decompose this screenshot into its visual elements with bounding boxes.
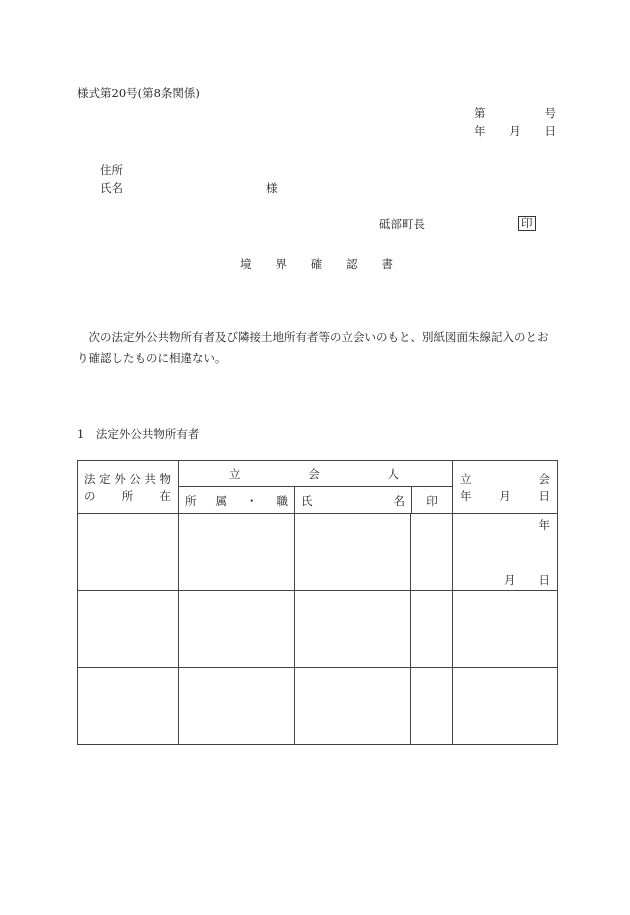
seal-cell[interactable]	[411, 591, 453, 668]
header-char: 共	[144, 472, 156, 486]
name-header	[295, 487, 412, 513]
table-row	[78, 591, 558, 668]
location-header-line1	[84, 471, 171, 487]
table-row	[78, 514, 558, 591]
number-prefix: 第	[474, 106, 486, 120]
header-char: 氏	[301, 494, 313, 508]
date-cell[interactable]	[453, 668, 558, 745]
location-cell[interactable]	[78, 514, 179, 591]
witness-header	[179, 461, 452, 487]
title-char: 界	[275, 257, 287, 271]
number-suffix: 号	[544, 106, 556, 120]
seal-cell[interactable]	[411, 514, 453, 591]
name-label: 氏名	[100, 181, 123, 195]
header-char: 月	[499, 489, 511, 503]
form-number: 様式第20号(第8条関係)	[77, 86, 200, 100]
table-row	[78, 668, 558, 745]
header-char: ・	[246, 494, 258, 508]
header-char: 会	[308, 467, 320, 481]
address-label: 住所	[100, 163, 123, 177]
date-cell-day: 日	[538, 573, 550, 587]
date-day: 日	[544, 124, 556, 138]
date-header	[453, 461, 558, 514]
seal-cell[interactable]	[411, 668, 453, 745]
affiliation-header	[179, 487, 295, 513]
header-char: 所	[121, 489, 134, 503]
issuer-seal: 印	[518, 216, 536, 231]
header-char: 会	[538, 472, 550, 486]
seal-header	[412, 487, 452, 513]
date-header-line2	[460, 488, 550, 504]
issue-date-line	[474, 123, 556, 139]
location-header-line2	[84, 488, 171, 504]
header-char: 定	[99, 472, 111, 486]
date-month: 月	[509, 124, 521, 138]
table-header-row	[78, 461, 558, 514]
location-cell[interactable]	[78, 668, 179, 745]
name-header-text	[301, 493, 405, 509]
witness-subheaders	[179, 487, 452, 513]
header-char: 立	[460, 472, 472, 486]
header-char: 外	[114, 472, 126, 486]
header-char: 人	[387, 467, 399, 481]
date-header-line1	[460, 471, 550, 487]
header-char: の	[84, 489, 96, 503]
header-char: 法	[84, 472, 96, 486]
date-cell[interactable]	[453, 591, 558, 668]
header-char: 在	[159, 489, 171, 503]
date-cell-month-day	[504, 572, 550, 588]
seal-header-text: 印	[426, 494, 438, 508]
header-char: 名	[393, 494, 405, 508]
section-heading: 1 法定外公共物所有者	[77, 427, 200, 441]
owner-table	[77, 460, 558, 745]
affiliation-header-text	[185, 493, 288, 509]
title-char: 認	[346, 257, 358, 271]
document-title	[240, 256, 393, 272]
header-char: 物	[159, 472, 171, 486]
header-char: 所	[185, 494, 197, 508]
header-char: 公	[129, 472, 141, 486]
witness-header-text	[229, 466, 399, 482]
location-cell[interactable]	[78, 591, 179, 668]
title-char: 境	[240, 257, 252, 271]
date-cell-year: 年	[538, 518, 550, 532]
affiliation-cell[interactable]	[179, 514, 295, 591]
honorific: 様	[266, 181, 278, 195]
header-char: 立	[229, 467, 241, 481]
date-cell[interactable]	[453, 514, 558, 591]
name-cell[interactable]	[295, 668, 411, 745]
header-char: 年	[460, 489, 472, 503]
location-header	[78, 461, 179, 514]
document-number-line	[474, 105, 556, 121]
header-char: 日	[538, 489, 550, 503]
name-cell[interactable]	[295, 514, 411, 591]
header-char: 属	[215, 494, 227, 508]
body-paragraph: 次の法定外公共物所有者及び隣接土地所有者等の立会いのもと、別紙図面朱線記入のとおり確認したものに相違ない。	[77, 330, 549, 365]
name-cell[interactable]	[295, 591, 411, 668]
issuer-title: 砥部町長	[379, 217, 425, 231]
witness-header-group	[179, 461, 453, 514]
affiliation-cell[interactable]	[179, 668, 295, 745]
affiliation-cell[interactable]	[179, 591, 295, 668]
header-char: 職	[276, 494, 288, 508]
title-char: 確	[310, 257, 323, 271]
date-cell-month: 月	[504, 573, 516, 587]
title-char: 書	[381, 257, 393, 271]
date-year: 年	[474, 124, 486, 138]
